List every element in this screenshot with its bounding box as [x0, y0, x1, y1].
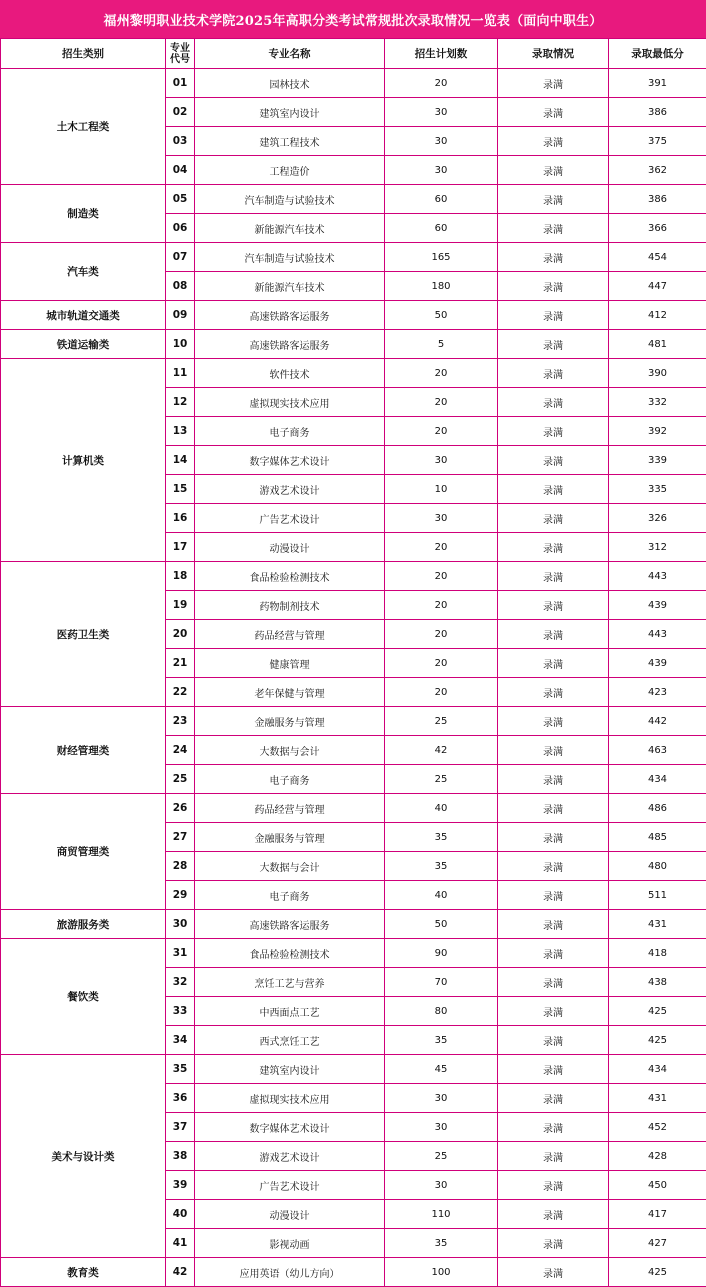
min-score-cell: 486	[609, 794, 706, 823]
category-cell: 美术与设计类	[1, 1055, 166, 1258]
major-cell: 高速铁路客运服务	[195, 330, 385, 359]
status-cell: 录满	[498, 475, 609, 504]
status-cell: 录满	[498, 156, 609, 185]
min-score-cell: 442	[609, 707, 706, 736]
status-cell: 录满	[498, 823, 609, 852]
major-cell: 动漫设计	[195, 1200, 385, 1229]
plan-cell: 30	[385, 504, 498, 533]
code-cell: 16	[166, 504, 195, 533]
min-score-cell: 463	[609, 736, 706, 765]
plan-cell: 60	[385, 185, 498, 214]
status-cell: 录满	[498, 678, 609, 707]
code-cell: 07	[166, 243, 195, 272]
category-cell: 医药卫生类	[1, 562, 166, 707]
category-cell: 土木工程类	[1, 69, 166, 185]
major-cell: 汽车制造与试验技术	[195, 185, 385, 214]
plan-cell: 30	[385, 98, 498, 127]
major-cell: 游戏艺术设计	[195, 475, 385, 504]
code-cell: 35	[166, 1055, 195, 1084]
status-cell: 录满	[498, 649, 609, 678]
min-score-cell: 481	[609, 330, 706, 359]
min-score-cell: 431	[609, 1084, 706, 1113]
min-score-cell: 425	[609, 1026, 706, 1055]
status-cell: 录满	[498, 881, 609, 910]
plan-cell: 20	[385, 533, 498, 562]
code-cell: 05	[166, 185, 195, 214]
category-cell: 铁道运输类	[1, 330, 166, 359]
major-cell: 药物制剂技术	[195, 591, 385, 620]
min-score-cell: 443	[609, 562, 706, 591]
table-row	[1, 301, 706, 330]
status-cell: 录满	[498, 1113, 609, 1142]
plan-cell: 80	[385, 997, 498, 1026]
status-cell: 录满	[498, 910, 609, 939]
plan-cell: 20	[385, 359, 498, 388]
status-cell: 录满	[498, 272, 609, 301]
code-cell: 12	[166, 388, 195, 417]
plan-cell: 30	[385, 127, 498, 156]
status-cell: 录满	[498, 591, 609, 620]
major-cell: 健康管理	[195, 649, 385, 678]
code-cell: 37	[166, 1113, 195, 1142]
table-row	[1, 243, 706, 272]
min-score-cell: 362	[609, 156, 706, 185]
plan-cell: 30	[385, 1171, 498, 1200]
major-cell: 电子商务	[195, 417, 385, 446]
table-row	[1, 794, 706, 823]
table-row	[1, 69, 706, 98]
plan-cell: 35	[385, 1229, 498, 1258]
code-cell: 19	[166, 591, 195, 620]
major-cell: 应用英语（幼儿方向）	[195, 1258, 385, 1287]
min-score-cell: 434	[609, 1055, 706, 1084]
plan-cell: 5	[385, 330, 498, 359]
status-cell: 录满	[498, 1229, 609, 1258]
code-cell: 17	[166, 533, 195, 562]
code-cell: 23	[166, 707, 195, 736]
major-cell: 园林技术	[195, 69, 385, 98]
min-score-cell: 335	[609, 475, 706, 504]
code-cell: 26	[166, 794, 195, 823]
status-cell: 录满	[498, 1026, 609, 1055]
code-cell: 04	[166, 156, 195, 185]
min-score-cell: 443	[609, 620, 706, 649]
code-cell: 39	[166, 1171, 195, 1200]
code-cell: 10	[166, 330, 195, 359]
code-cell: 30	[166, 910, 195, 939]
major-cell: 新能源汽车技术	[195, 214, 385, 243]
plan-cell: 35	[385, 1026, 498, 1055]
min-score-cell: 425	[609, 1258, 706, 1287]
status-cell: 录满	[498, 707, 609, 736]
table-row	[1, 330, 706, 359]
header-status: 录取情况	[498, 39, 609, 69]
code-cell: 20	[166, 620, 195, 649]
min-score-cell: 366	[609, 214, 706, 243]
status-cell: 录满	[498, 127, 609, 156]
plan-cell: 50	[385, 301, 498, 330]
major-cell: 电子商务	[195, 765, 385, 794]
plan-cell: 20	[385, 678, 498, 707]
min-score-cell: 511	[609, 881, 706, 910]
plan-cell: 45	[385, 1055, 498, 1084]
min-score-cell: 326	[609, 504, 706, 533]
status-cell: 录满	[498, 794, 609, 823]
plan-cell: 30	[385, 1113, 498, 1142]
status-cell: 录满	[498, 1055, 609, 1084]
major-cell: 动漫设计	[195, 533, 385, 562]
major-cell: 建筑工程技术	[195, 127, 385, 156]
code-cell: 27	[166, 823, 195, 852]
code-cell: 09	[166, 301, 195, 330]
header-category: 招生类别	[1, 39, 166, 69]
min-score-cell: 418	[609, 939, 706, 968]
table-row	[1, 562, 706, 591]
major-cell: 新能源汽车技术	[195, 272, 385, 301]
plan-cell: 180	[385, 272, 498, 301]
status-cell: 录满	[498, 620, 609, 649]
header-code: 专业代号	[166, 39, 195, 69]
plan-cell: 40	[385, 794, 498, 823]
status-cell: 录满	[498, 765, 609, 794]
code-cell: 15	[166, 475, 195, 504]
code-cell: 42	[166, 1258, 195, 1287]
min-score-cell: 450	[609, 1171, 706, 1200]
code-cell: 18	[166, 562, 195, 591]
code-cell: 24	[166, 736, 195, 765]
header-row	[1, 39, 706, 69]
min-score-cell: 425	[609, 997, 706, 1026]
code-cell: 41	[166, 1229, 195, 1258]
min-score-cell: 423	[609, 678, 706, 707]
admission-table	[0, 38, 706, 1287]
code-cell: 36	[166, 1084, 195, 1113]
plan-cell: 30	[385, 156, 498, 185]
major-cell: 数字媒体艺术设计	[195, 1113, 385, 1142]
code-cell: 40	[166, 1200, 195, 1229]
major-cell: 大数据与会计	[195, 852, 385, 881]
table-body	[1, 69, 706, 1287]
table-title: 福州黎明职业技术学院2025年高职分类考试常规批次录取情况一览表（面向中职生）	[0, 0, 706, 38]
plan-cell: 20	[385, 69, 498, 98]
code-cell: 13	[166, 417, 195, 446]
plan-cell: 60	[385, 214, 498, 243]
plan-cell: 40	[385, 881, 498, 910]
category-cell: 计算机类	[1, 359, 166, 562]
min-score-cell: 390	[609, 359, 706, 388]
status-cell: 录满	[498, 359, 609, 388]
min-score-cell: 375	[609, 127, 706, 156]
code-cell: 38	[166, 1142, 195, 1171]
min-score-cell: 386	[609, 98, 706, 127]
min-score-cell: 439	[609, 591, 706, 620]
min-score-cell: 427	[609, 1229, 706, 1258]
code-cell: 14	[166, 446, 195, 475]
code-cell: 29	[166, 881, 195, 910]
status-cell: 录满	[498, 1142, 609, 1171]
table-row	[1, 939, 706, 968]
plan-cell: 20	[385, 417, 498, 446]
code-cell: 32	[166, 968, 195, 997]
plan-cell: 20	[385, 591, 498, 620]
code-cell: 22	[166, 678, 195, 707]
code-cell: 11	[166, 359, 195, 388]
table-row	[1, 707, 706, 736]
category-cell: 旅游服务类	[1, 910, 166, 939]
major-cell: 高速铁路客运服务	[195, 910, 385, 939]
min-score-cell: 386	[609, 185, 706, 214]
status-cell: 录满	[498, 243, 609, 272]
table-row	[1, 359, 706, 388]
code-cell: 28	[166, 852, 195, 881]
status-cell: 录满	[498, 562, 609, 591]
min-score-cell: 485	[609, 823, 706, 852]
table-row	[1, 910, 706, 939]
header-plan: 招生计划数	[385, 39, 498, 69]
category-cell: 制造类	[1, 185, 166, 243]
plan-cell: 30	[385, 446, 498, 475]
major-cell: 药品经营与管理	[195, 620, 385, 649]
status-cell: 录满	[498, 388, 609, 417]
plan-cell: 20	[385, 649, 498, 678]
header-major: 专业名称	[195, 39, 385, 69]
code-cell: 33	[166, 997, 195, 1026]
min-score-cell: 417	[609, 1200, 706, 1229]
min-score-cell: 412	[609, 301, 706, 330]
major-cell: 烹饪工艺与营养	[195, 968, 385, 997]
major-cell: 虚拟现实技术应用	[195, 1084, 385, 1113]
status-cell: 录满	[498, 330, 609, 359]
code-cell: 34	[166, 1026, 195, 1055]
major-cell: 虚拟现实技术应用	[195, 388, 385, 417]
status-cell: 录满	[498, 504, 609, 533]
category-cell: 商贸管理类	[1, 794, 166, 910]
category-cell: 教育类	[1, 1258, 166, 1287]
status-cell: 录满	[498, 997, 609, 1026]
status-cell: 录满	[498, 1171, 609, 1200]
major-cell: 数字媒体艺术设计	[195, 446, 385, 475]
status-cell: 录满	[498, 185, 609, 214]
status-cell: 录满	[498, 417, 609, 446]
code-cell: 01	[166, 69, 195, 98]
status-cell: 录满	[498, 968, 609, 997]
category-cell: 餐饮类	[1, 939, 166, 1055]
status-cell: 录满	[498, 69, 609, 98]
code-cell: 02	[166, 98, 195, 127]
code-cell: 31	[166, 939, 195, 968]
status-cell: 录满	[498, 736, 609, 765]
major-cell: 电子商务	[195, 881, 385, 910]
major-cell: 广告艺术设计	[195, 504, 385, 533]
min-score-cell: 392	[609, 417, 706, 446]
min-score-cell: 454	[609, 243, 706, 272]
plan-cell: 30	[385, 1084, 498, 1113]
table-row	[1, 1055, 706, 1084]
major-cell: 影视动画	[195, 1229, 385, 1258]
major-cell: 汽车制造与试验技术	[195, 243, 385, 272]
major-cell: 建筑室内设计	[195, 98, 385, 127]
status-cell: 录满	[498, 1200, 609, 1229]
plan-cell: 25	[385, 707, 498, 736]
plan-cell: 70	[385, 968, 498, 997]
min-score-cell: 431	[609, 910, 706, 939]
plan-cell: 20	[385, 620, 498, 649]
plan-cell: 35	[385, 823, 498, 852]
major-cell: 广告艺术设计	[195, 1171, 385, 1200]
major-cell: 老年保健与管理	[195, 678, 385, 707]
major-cell: 游戏艺术设计	[195, 1142, 385, 1171]
code-cell: 21	[166, 649, 195, 678]
major-cell: 工程造价	[195, 156, 385, 185]
major-cell: 金融服务与管理	[195, 823, 385, 852]
major-cell: 大数据与会计	[195, 736, 385, 765]
min-score-cell: 480	[609, 852, 706, 881]
category-cell: 财经管理类	[1, 707, 166, 794]
major-cell: 食品检验检测技术	[195, 939, 385, 968]
plan-cell: 20	[385, 562, 498, 591]
min-score-cell: 447	[609, 272, 706, 301]
plan-cell: 100	[385, 1258, 498, 1287]
status-cell: 录满	[498, 1258, 609, 1287]
status-cell: 录满	[498, 1084, 609, 1113]
plan-cell: 90	[385, 939, 498, 968]
status-cell: 录满	[498, 446, 609, 475]
status-cell: 录满	[498, 852, 609, 881]
min-score-cell: 452	[609, 1113, 706, 1142]
status-cell: 录满	[498, 98, 609, 127]
min-score-cell: 339	[609, 446, 706, 475]
plan-cell: 110	[385, 1200, 498, 1229]
major-cell: 高速铁路客运服务	[195, 301, 385, 330]
major-cell: 软件技术	[195, 359, 385, 388]
plan-cell: 35	[385, 852, 498, 881]
min-score-cell: 391	[609, 69, 706, 98]
major-cell: 建筑室内设计	[195, 1055, 385, 1084]
code-cell: 08	[166, 272, 195, 301]
min-score-cell: 312	[609, 533, 706, 562]
major-cell: 药品经营与管理	[195, 794, 385, 823]
table-row	[1, 185, 706, 214]
table-row	[1, 1258, 706, 1287]
plan-cell: 20	[385, 388, 498, 417]
plan-cell: 165	[385, 243, 498, 272]
code-cell: 06	[166, 214, 195, 243]
major-cell: 食品检验检测技术	[195, 562, 385, 591]
category-cell: 城市轨道交通类	[1, 301, 166, 330]
code-cell: 25	[166, 765, 195, 794]
plan-cell: 50	[385, 910, 498, 939]
major-cell: 西式烹饪工艺	[195, 1026, 385, 1055]
status-cell: 录满	[498, 301, 609, 330]
plan-cell: 25	[385, 1142, 498, 1171]
status-cell: 录满	[498, 214, 609, 243]
plan-cell: 42	[385, 736, 498, 765]
min-score-cell: 332	[609, 388, 706, 417]
major-cell: 金融服务与管理	[195, 707, 385, 736]
min-score-cell: 438	[609, 968, 706, 997]
major-cell: 中西面点工艺	[195, 997, 385, 1026]
min-score-cell: 439	[609, 649, 706, 678]
category-cell: 汽车类	[1, 243, 166, 301]
plan-cell: 10	[385, 475, 498, 504]
status-cell: 录满	[498, 533, 609, 562]
min-score-cell: 428	[609, 1142, 706, 1171]
plan-cell: 25	[385, 765, 498, 794]
header-min-score: 录取最低分	[609, 39, 706, 69]
min-score-cell: 434	[609, 765, 706, 794]
status-cell: 录满	[498, 939, 609, 968]
code-cell: 03	[166, 127, 195, 156]
